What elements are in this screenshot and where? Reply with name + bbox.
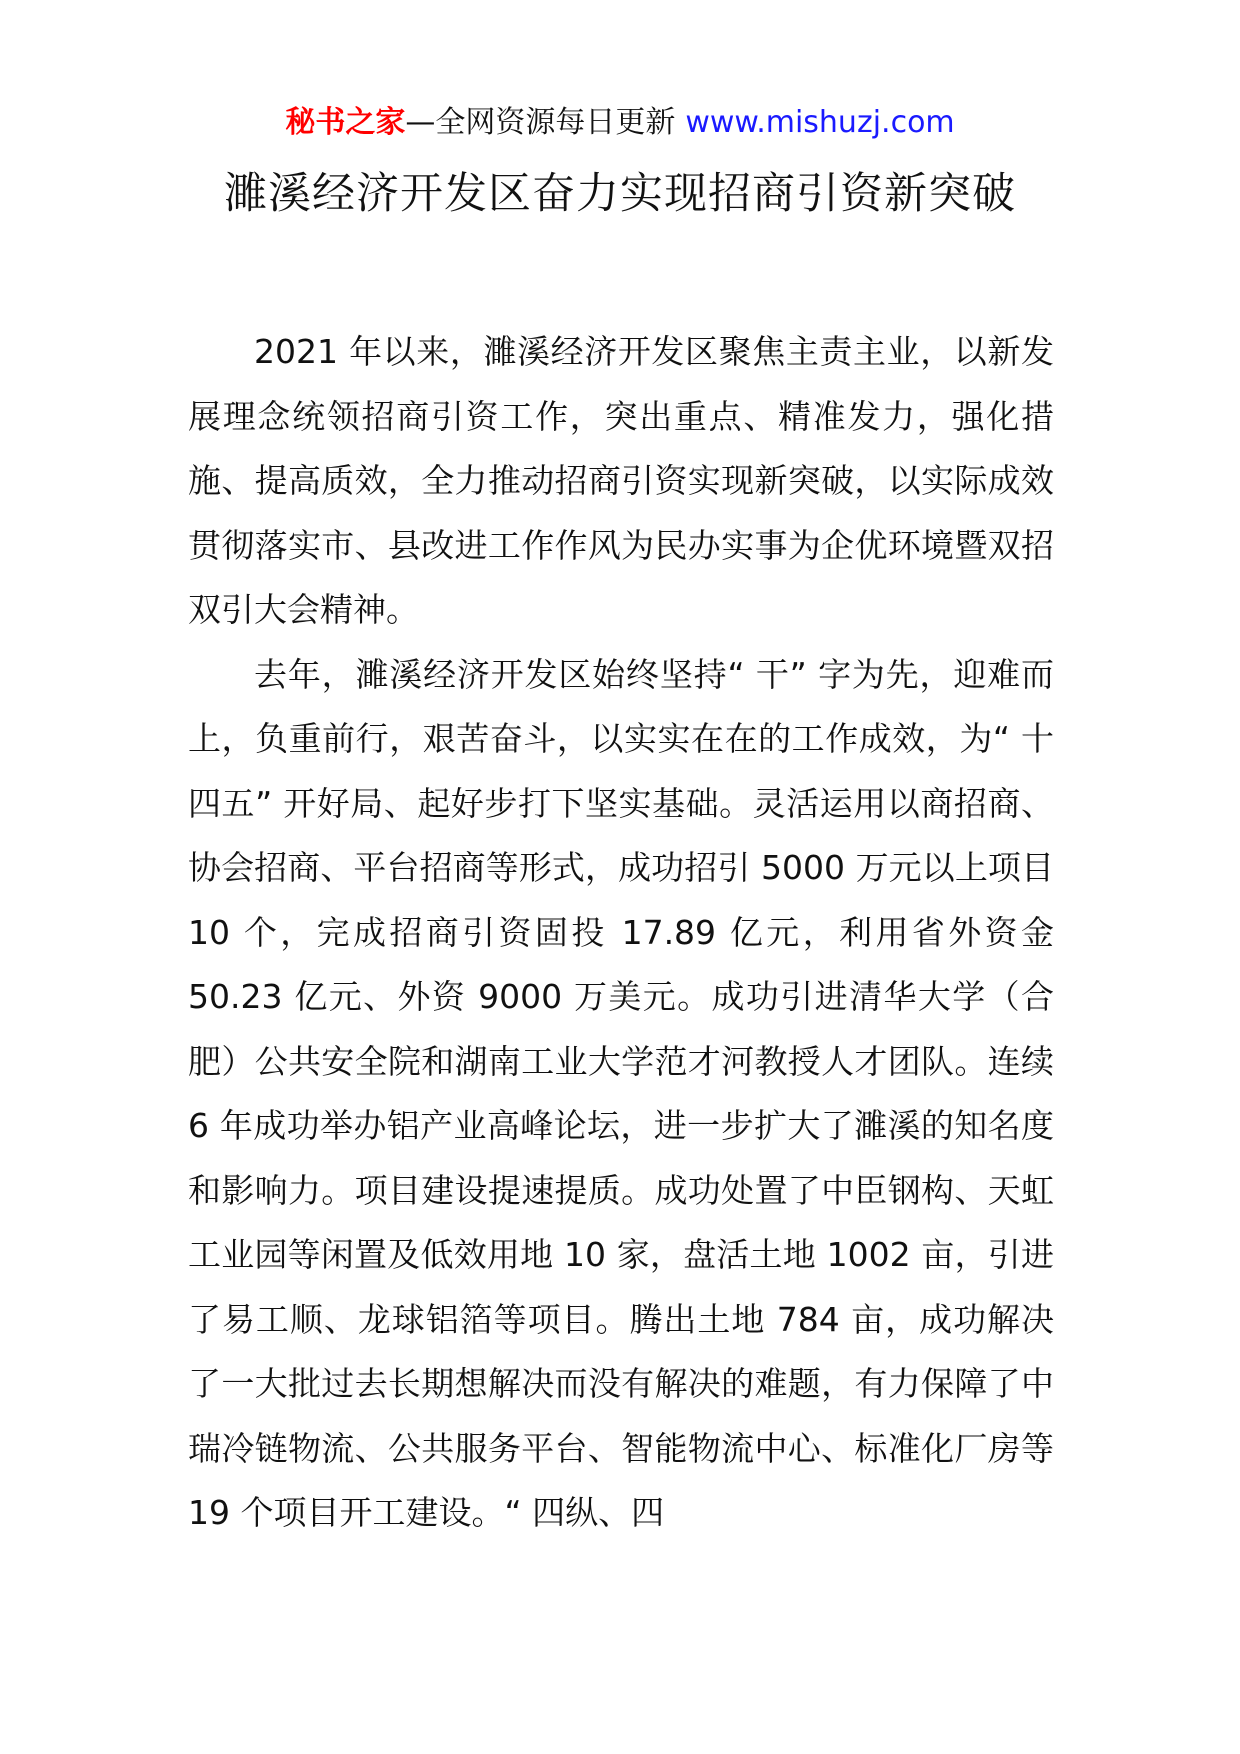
document-body	[188, 320, 1054, 1546]
document-title: 濉溪经济开发区奋力实现招商引资新突破	[224, 169, 1016, 219]
paragraph: 去年，濉溪经济开发区始终坚持“ 干” 字为先，迎难而上，负重前行，艰苦奋斗，以实实在在的工作成效，为“ 十四五” 开好局、起好步打下坚实基础。灵活运用以商招商、协会招商、平台招商等形式，成功招引 5000 万元以上项目 10 个，完成招商引资固投 17.89 亿元，利用省外资金 50.23 亿元、外资 9000 万美元。成功引进清华大学（合肥）公共安全院和湖南工业大学范才河教授人才团队。连续 6 年成功举办铝产业高峰论坛，进一步扩大了濉溪的知名度和影响力。项目建设提速提质。成功处置了中臣钢构、天虹工业园等闲置及低效用地 10 家，盘活土地 1002 亩，引进了易工顺、龙球铝箔等项目。腾出土地 784 亩，成功解决了一大批过去长期想解决而没有解决的难题，有力保障了中瑞冷链物流、公共服务平台、智能物流中心、标准化厂房等 19 个项目开工建设。“ 四纵、四	[188, 654, 1054, 1532]
paragraph: 2021 年以来，濉溪经济开发区聚焦主责主业，以新发展理念统领招商引资工作，突出重点、精准发力，强化措施、提高质效，全力推动招商引资实现新突破，以实际成效贯彻落实市、县改进工作作风为民办实事为企优环境暨双招双引大会精神。	[188, 332, 1054, 629]
brand-name: 秘书之家	[285, 105, 406, 140]
header-slogan: —全网资源每日更新	[405, 105, 676, 140]
site-url-link[interactable]: www.mishuzj.com	[685, 105, 955, 140]
site-header	[0, 103, 1240, 143]
